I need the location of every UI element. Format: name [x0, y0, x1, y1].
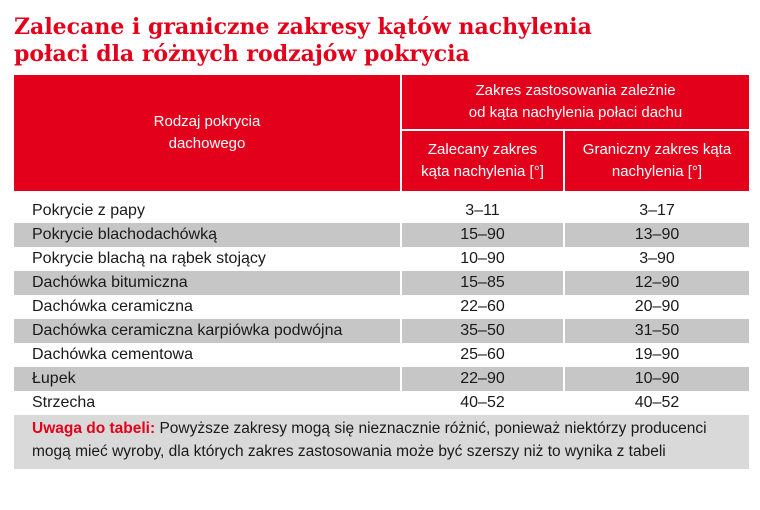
roof-type-cell: Pokrycie blachodachówką [14, 223, 401, 247]
table-row [14, 191, 749, 223]
recommended-cell: 40–52 [401, 391, 564, 415]
table-row [14, 319, 749, 343]
roof-type-cell: Dachówka cementowa [32, 346, 193, 363]
roof-type-cell: Dachówka bitumiczna [14, 271, 401, 295]
note-label: Uwaga do tabeli: [32, 420, 156, 437]
table-note-row [14, 415, 749, 469]
header-recommended-range: Zalecany zakres kąta nachylenia [°] [401, 130, 564, 191]
table-row [14, 367, 749, 391]
recommended-cell: 3–11 [401, 191, 564, 223]
recommended-cell: 10–90 [401, 247, 564, 271]
table-row [14, 223, 749, 247]
roof-type-cell: Pokrycie z papy [32, 202, 145, 219]
recommended-cell: 22–90 [401, 367, 564, 391]
title-line-1: Zalecane i graniczne zakresy kątów nachylenia [14, 14, 592, 40]
header-application-range: Zakres zastosowania zależnie od kąta nachylenia połaci dachu [401, 75, 749, 130]
recommended-cell: 25–60 [401, 343, 564, 367]
roof-type-cell: Dachówka ceramiczna [32, 298, 193, 315]
table-header-row [14, 75, 749, 130]
header-limit-range: Graniczny zakres kąta nachylenia [°] [564, 130, 749, 191]
roof-slope-table [14, 75, 749, 469]
table-row [14, 271, 749, 295]
recommended-cell: 15–90 [401, 223, 564, 247]
limit-cell: 3–90 [564, 247, 749, 271]
limit-cell: 19–90 [564, 343, 749, 367]
table-row [14, 295, 749, 319]
roof-type-cell: Pokrycie blachą na rąbek stojący [32, 250, 266, 267]
recommended-cell: 22–60 [401, 295, 564, 319]
roof-type-cell: Dachówka ceramiczna karpiówka podwójna [14, 319, 401, 343]
note-text: Powyższe zakresy mogą się nieznacznie różnić, ponieważ niektórzy producenci mogą mieć wyroby, dla których zakres zastosowania może być szerszy niż to wynika z tabeli [32, 420, 707, 460]
limit-cell: 10–90 [564, 367, 749, 391]
table-row [14, 343, 749, 367]
header-roof-type: Rodzaj pokrycia dachowego [14, 75, 401, 191]
table-row [14, 391, 749, 415]
table-row [14, 247, 749, 271]
table-note [14, 415, 749, 469]
title-line-2: połaci dla różnych rodzajów pokrycia [14, 41, 470, 67]
limit-cell: 13–90 [564, 223, 749, 247]
page-title [14, 14, 754, 68]
roof-type-cell: Łupek [14, 367, 401, 391]
recommended-cell: 15–85 [401, 271, 564, 295]
limit-cell: 3–17 [564, 191, 749, 223]
recommended-cell: 35–50 [401, 319, 564, 343]
limit-cell: 40–52 [564, 391, 749, 415]
limit-cell: 20–90 [564, 295, 749, 319]
limit-cell: 12–90 [564, 271, 749, 295]
roof-type-cell: Strzecha [32, 394, 96, 411]
limit-cell: 31–50 [564, 319, 749, 343]
